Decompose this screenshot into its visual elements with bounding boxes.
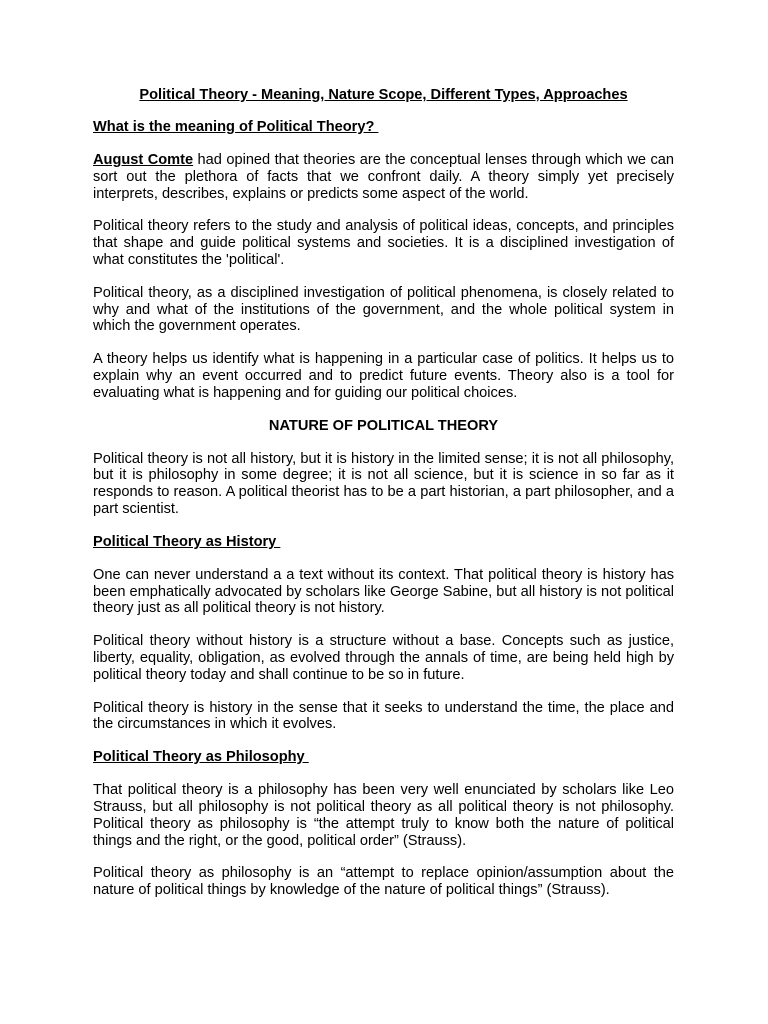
section-heading-meaning: What is the meaning of Political Theory? [93, 119, 379, 135]
paragraph-comte [93, 152, 674, 202]
paragraph-history-context: One can never understand a a text without its context. That political theory is history has been emphatically advocated by scholars like George Sabine, but all history is not political theory just as all political theory is not history. [93, 566, 674, 617]
paragraph-investigation: Political theory, as a disciplined investigation of political phenomena, is closely related to why and what of the institutions of the government, and the whole political system in which the government operates. [93, 284, 674, 335]
paragraph-philosophy-opinion: Political theory as philosophy is an “attempt to replace opinion/assumption about the nature of political things by knowledge of the nature of political things” (Strauss). [93, 865, 674, 899]
paragraph-definition: Political theory refers to the study and analysis of political ideas, concepts, and principles that shape and guide political systems and societies. It is a disciplined investigation of what constitutes the 'political'. [93, 218, 674, 268]
paragraph-comte-text: had opined that theories are the conceptual lenses through which we can sort out the plethora of facts that we confront daily. A theory simply yet precisely interprets, describes, explains or predicts some aspect of the world. [93, 152, 674, 202]
section-heading-philosophy: Political Theory as Philosophy [93, 749, 309, 766]
paragraph-theory-helps: A theory helps us identify what is happening in a particular case of politics. It helps us to explain why an event occurred and to predict future events. Theory also is a tool for evaluating what is happening and for guiding our political choices. [93, 351, 674, 401]
paragraph-philosophy-strauss: That political theory is a philosophy has been very well enunciated by scholars like Leo Strauss, but all philosophy is not political theory as all political theory is not philosophy. Political theory as philosophy is “the attempt truly to know both the nature of political things and the right, or the good, political order” (Strauss). [93, 782, 674, 849]
section-heading-nature: NATURE OF POLITICAL THEORY [268, 417, 499, 434]
document-title: Political Theory - Meaning, Nature Scope, Different Types, Approaches [139, 87, 628, 103]
paragraph-history-base: Political theory without history is a structure without a base. Concepts such as justice, liberty, equality, obligation, as evolved through the annals of time, are being held high by political theory today and shall continue to be so in future. [93, 633, 674, 683]
paragraph-history-sense: Political theory is history in the sense that it seeks to understand the time, the place and the circumstances in which it evolves. [93, 699, 674, 733]
section-heading-history: Political Theory as History [93, 533, 281, 550]
paragraph-nature: Political theory is not all history, but it is history in the limited sense; it is not all philosophy, but it is philosophy in some degree; it is not all science, but it is science in so far as it responds to reason. A political theorist has to be a part historian, a part philosopher, and a part scientist. [93, 450, 674, 517]
author-name-comte: August Comte [93, 152, 194, 168]
